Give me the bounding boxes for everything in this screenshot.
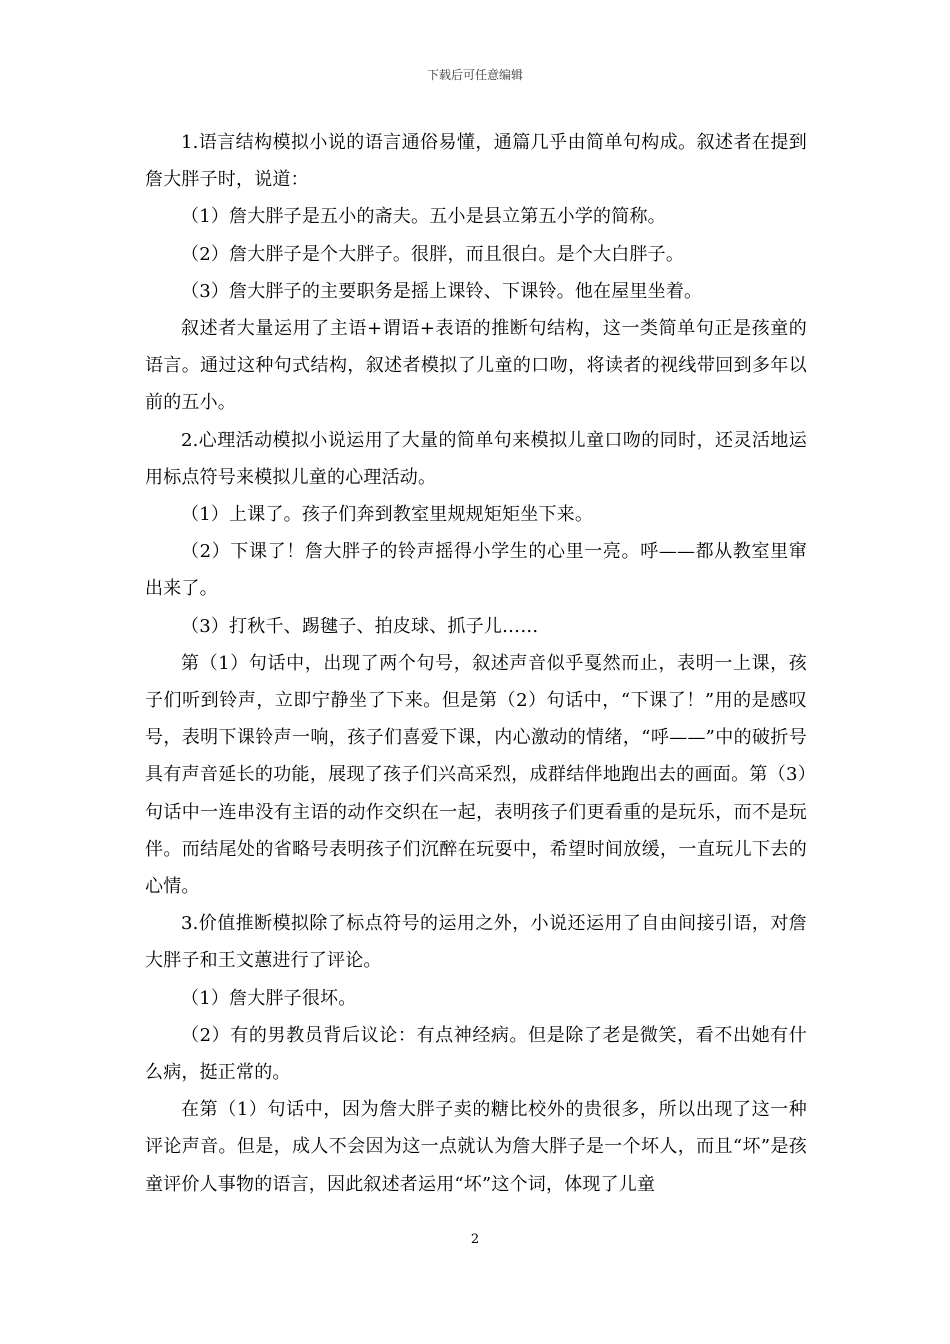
paragraph: （1）詹大胖子是五小的斋夫。五小是县立第五小学的简称。 xyxy=(181,206,666,228)
paragraph: （1）上课了。孩子们奔到教室里规规矩矩坐下来。 xyxy=(181,504,594,526)
paragraph: 2.心理活动模拟小说运用了大量的简单句来模拟儿童口吻的同时，还灵活地运用标点符号来模拟儿童的心理活动。 xyxy=(145,429,807,488)
paragraph: 叙述者大量运用了主语+谓语+表语的推断句结构，这一类简单句正是孩童的语言。通过这种句式结构，叙述者模拟了儿童的口吻，将读者的视线带回到多年以前的五小。 xyxy=(145,318,807,414)
paragraph: （2）詹大胖子是个大胖子。很胖，而且很白。是个大白胖子。 xyxy=(181,243,685,265)
paragraph: （3）打秋千、踢毽子、拍皮球、抓子儿…… xyxy=(181,615,539,637)
paragraph: （2）有的男教员背后议论：有点神经病。但是除了老是微笑，看不出她有什么病，挺正常的。 xyxy=(145,1024,807,1084)
document-body xyxy=(145,124,807,1203)
paragraph: 1.语言结构模拟小说的语言通俗易懂，通篇几乎由简单句构成。叙述者在提到詹大胖子时，说道： xyxy=(145,132,807,191)
paragraph: （2）下课了！詹大胖子的铃声摇得小学生的心里一亮。呼——都从教室里窜出来了。 xyxy=(145,541,807,600)
page-number: 2 xyxy=(470,1232,480,1247)
paragraph: 第（1）句话中，出现了两个句号，叙述声音似乎戛然而止，表明一上课，孩子们听到铃声，立即宁静坐了下来。但是第（2）句话中，“下课了！”用的是感叹号，表明下课铃声一响，孩子们喜爱下课，内心激动的情绪，“呼——”中的破折号具有声音延长的功能，展现了孩子们兴高采烈，成群结伴地跑出去的画面。第（3）句话中一连串没有主语的动作交织在一起，表明孩子们更看重的是玩乐，而不是玩伴。而结尾处的省略号表明孩子们沉醉在玩耍中，希望时间放缓，一直玩儿下去的心情。 xyxy=(145,652,807,898)
paragraph: 3.价值推断模拟除了标点符号的运用之外，小说还运用了自由间接引语，对詹大胖子和王文蕙进行了评论。 xyxy=(145,913,807,972)
page-header: 下载后可任意编辑 xyxy=(426,68,523,82)
paragraph: （3）詹大胖子的主要职务是摇上课铃、下课铃。他在屋里坐着。 xyxy=(181,280,703,302)
paragraph: （1）詹大胖子很坏。 xyxy=(181,987,357,1009)
paragraph: 在第（1）句话中，因为詹大胖子卖的糖比校外的贵很多，所以出现了这一种评论声音。但是，成人不会因为这一点就认为詹大胖子是一个坏人，而且“坏”是孩童评价人事物的语言，因此叙述者运用“坏”这个词，体现了儿童 xyxy=(145,1099,807,1195)
